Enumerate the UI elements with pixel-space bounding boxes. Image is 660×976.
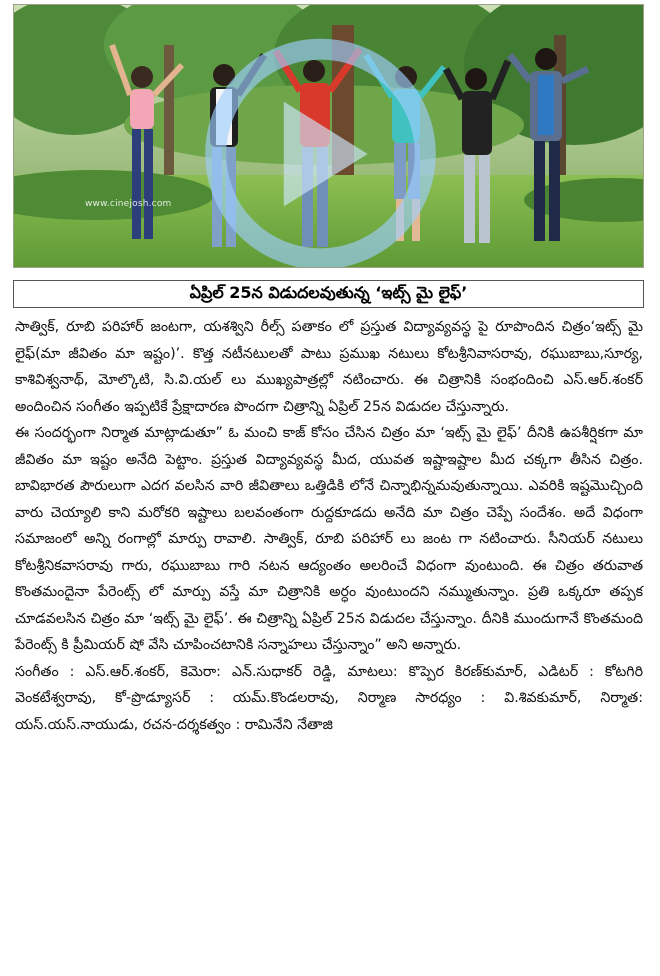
article-headline: ఏప్రిల్ 25న విడుదలవుతున్న ‘ఇట్స్ మై లైఫ్’ xyxy=(13,280,644,308)
article-paragraph: సాత్విక్, రూబి పరిహార్ జంటగా, యశశ్విని రీల్స్ పతాకం లో ప్రస్తుత విద్యావ్యవస్థ పై రూపొందిన చిత్రం‘ఇట్స్ మై లైఫ్(మా జీవితం మా ఇష్టం)’. కొత్త నటీనటులతో పాటు ప్రముఖ నటులు కోటశ్రీనివాసరావు, రఘుబాబు,సూర్య, కాశివిశ్వనాథ్, మోల్కొటి, సి.వి.యల్ లు ముఖ్యపాత్రల్లో నటించారు. ఈ చిత్రానికి సంభందించి ఎస్.ఆర్.శంకర్ అందించిన సంగీతం ఇప్పటికే ప్రేక్షాదారణ పొందగా చిత్రాన్ని ఏప్రిల్ 25న విడుదల చేస్తున్నారు. xyxy=(15,319,643,415)
movie-still-photo xyxy=(13,4,644,268)
article-credits: సంగీతం : ఎస్.ఆర్.శంకర్, కెమెరా: ఎన్.సుధాకర్ రెడ్డి, మాటలు: కొప్పెర కిరణ్‌కుమార్, ఎడిటర్ : కోటగిరి వెంకటేశ్వరావు, కో-ప్రొడ్యూసర్ : యమ్.కొండలరావు, నిర్మాణ సారధ్యం : వి.శివకుమార్, నిర్మాత: యస్.యస్.నాయుడు, రచన-దర్శకత్వం : రామినేని నేతాజి xyxy=(15,663,643,733)
photo-watermark: www.cinejosh.com xyxy=(85,199,172,209)
article-paragraph: ఈ సందర్భంగా నిర్మాత మాట్లాడుతూ” ఓ మంచి కాజ్ కోసం చేసిన చిత్రం మా ‘ఇట్స్ మై లైఫ్’ దీనికి ఉపశీర్షికగా మా జీవితం మా ఇష్టం అనేది పెట్టాం. ప్రస్తుత విద్యావ్యవస్థ మీద, యువత ఇష్టాఇష్టాల మీద చక్కగా తీసిన చిత్రం. బావిభారత పౌరులుగా ఎదగ వలసిన వారి జీవితాలు ఒత్తిడికి లోనే చిన్నాభిన్నమవుతున్నాయి. ఎవరికి ఇష్టమొచ్చింది వారు చెయ్యాలి కాని మరోకరి ఇష్టాలు బలవంతంగా రుద్దకూడదు అనేది మా చిత్రం చెప్పే సందేశం. అదే విధంగా సమాజంలో అన్ని రంగాల్లో మార్పు రావాలి. సాత్విక్, రూబి పరిహార్ లు జంట గా నటించారు. సీనియర్ నటులు కోటశ్రీనికవాసరావు గారు, రఘుబాబు గారి నటన ఆద్యంతం అలరించే విధంగా వుంటుంది. ఈ చిత్రం తరువాత కొంతమందైనా పేరెంట్స్ లో మార్పు వస్తే మా చిత్రానికి అర్ధం వుంటుందని నమ్ముతున్నాం. ప్రతి ఒక్కరూ తప్పక చూడవలసిన చిత్రం మా ‘ఇట్స్ మై లైఫ్’. ఈ చిత్రాన్ని ఏప్రిల్ 25న విడుదల చేస్తున్నాం. దీనికి ముందుగానే కొంతమంది పేరెంట్స్ కి ప్రీమియర్ షో వేసి చూపించటానికి సన్నాహలు చేస్తున్నాం” అని అన్నారు. xyxy=(15,425,643,653)
article-body xyxy=(15,314,643,738)
cinejosh-logo-icon xyxy=(13,23,635,268)
